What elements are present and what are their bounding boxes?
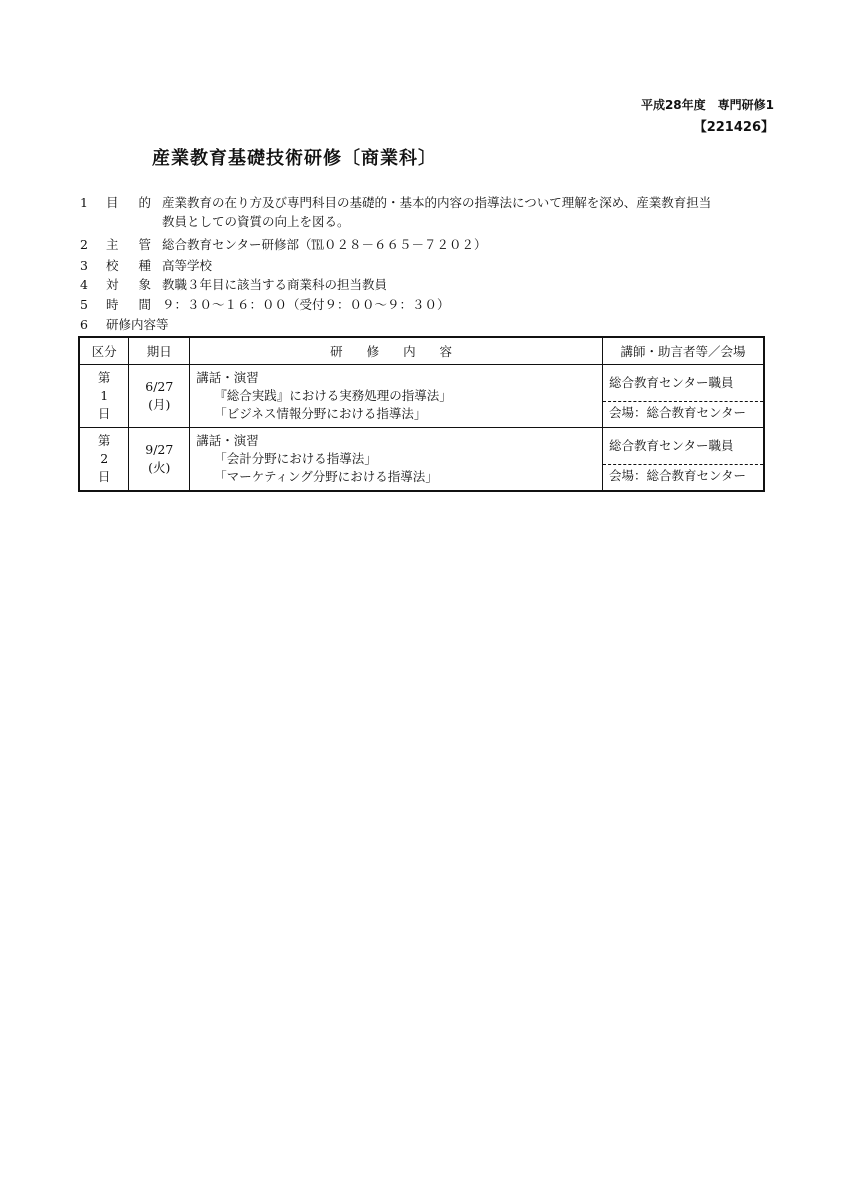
- item-number: 1: [80, 195, 88, 210]
- division-text: 第: [97, 370, 111, 385]
- division-text: 日: [97, 406, 111, 421]
- item-number: 3: [80, 258, 88, 273]
- header-date: 期日: [129, 337, 190, 365]
- item-label: 研修内容等: [106, 317, 169, 332]
- content-cell: [190, 428, 603, 492]
- date-cell: [129, 365, 190, 428]
- header-instructor-venue: 講師・助言者等／会場: [602, 337, 764, 365]
- item-value: 産業教育の在り方及び専門科目の基礎的・基本的内容の指導法について理解を深め、産業教育担当: [162, 195, 712, 210]
- content-cell: [190, 365, 603, 428]
- venue-text: 会場：総合教育センター: [608, 405, 746, 420]
- instructor-venue-cell: [602, 365, 764, 428]
- header-year-line: 平成28年度 専門研修1: [640, 98, 774, 112]
- weekday-text: (月): [148, 397, 171, 412]
- item-label: 時 間: [106, 297, 159, 312]
- instructor-text: 総合教育センター職員: [603, 428, 763, 465]
- item-number: 6: [80, 317, 88, 332]
- division-cell: [79, 365, 129, 428]
- instructor-venue-cell: [602, 428, 764, 492]
- venue-text: 会場：総合教育センター: [608, 468, 746, 483]
- item-value: 総合教育センター研修部（℡０２８－６６５－７２０２）: [162, 237, 487, 252]
- item-label: 目 的: [106, 195, 159, 210]
- content-line: 『総合実践』における実務処理の指導法」: [214, 388, 452, 403]
- weekday-text: (火): [148, 460, 171, 475]
- date-text: 9/27: [145, 442, 174, 457]
- content-title: 講話・演習: [196, 433, 259, 448]
- division-text: 2: [100, 451, 109, 466]
- date-cell: [129, 428, 190, 492]
- division-cell: [79, 428, 129, 492]
- division-text: 日: [97, 469, 111, 484]
- table-row: [79, 428, 764, 492]
- item-value: 教員としての資質の向上を図る。: [162, 214, 350, 229]
- table-header-row: [79, 337, 764, 365]
- item-number: 2: [80, 237, 88, 252]
- schedule-table: [78, 336, 765, 492]
- item-label: 校 種: [106, 258, 159, 273]
- item-number: 4: [80, 277, 88, 292]
- header-content: 研 修 内 容: [190, 337, 603, 365]
- content-line: 「会計分野における指導法」: [214, 451, 377, 466]
- table-row: [79, 365, 764, 428]
- division-text: 1: [100, 388, 109, 403]
- header-division: 区分: [79, 337, 129, 365]
- date-text: 6/27: [145, 379, 174, 394]
- division-text: 第: [97, 433, 111, 448]
- item-label: 対 象: [106, 277, 159, 292]
- item-value: 教職３年目に該当する商業科の担当教員: [162, 277, 388, 292]
- content-line: 「マーケティング分野における指導法」: [214, 469, 438, 484]
- content-line: 「ビジネス情報分野における指導法」: [214, 406, 427, 421]
- item-value: ９：３０～１６：００（受付９：００～９：３０）: [162, 297, 450, 312]
- header-code: 【221426】: [693, 120, 774, 135]
- item-number: 5: [80, 297, 88, 312]
- item-label: 主 管: [106, 237, 159, 252]
- content-title: 講話・演習: [196, 370, 259, 385]
- instructor-text: 総合教育センター職員: [603, 365, 763, 402]
- item-value: 高等学校: [162, 258, 213, 273]
- page-title: 産業教育基礎技術研修〔商業科〕: [152, 148, 437, 169]
